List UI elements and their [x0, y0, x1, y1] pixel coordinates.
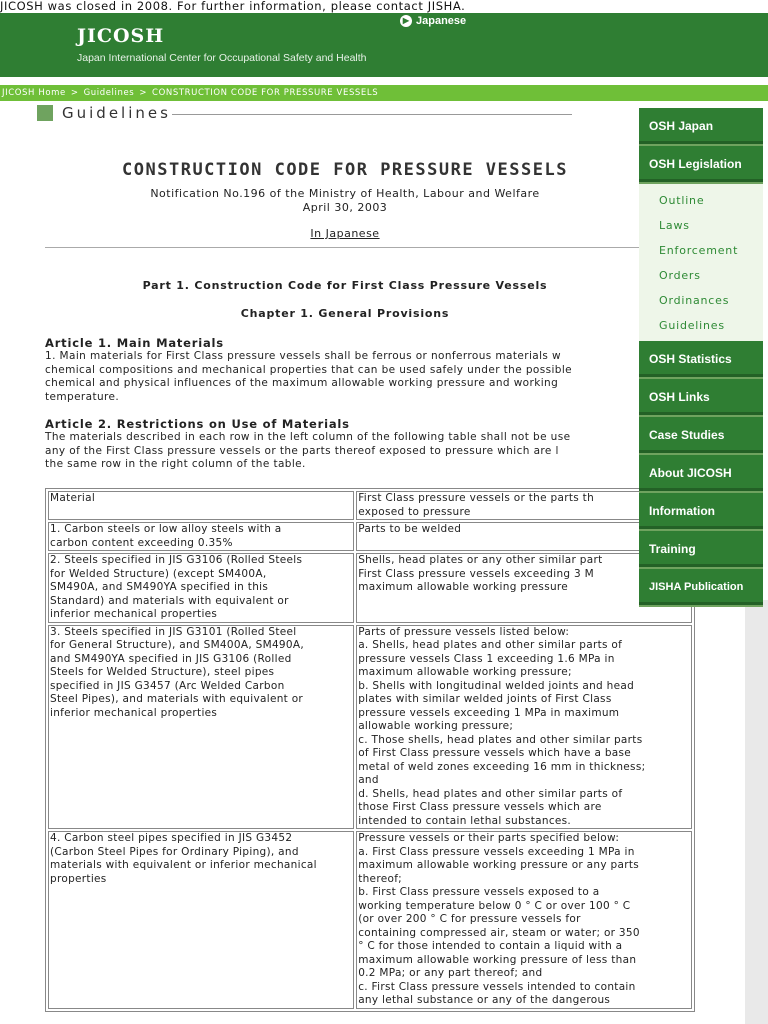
table-header-cell: Material	[48, 491, 354, 520]
sidebar-item-jisha-publication[interactable]: JISHA Publication	[639, 569, 763, 607]
page-title: CONSTRUCTION CODE FOR PRESSURE VESSELS	[122, 160, 568, 180]
chapter-heading: Chapter 1. General Provisions	[240, 307, 450, 320]
table-cell: Pressure vessels or their parts specified below: a. First Class pressure vessels exceeding 1 MPa in maximum allowable working pressure or any parts thereof; b. First Class pressure vessels exposed to a working temperature below 0 ° C or over 100 ° C (or over 200 ° C for pressure vessels for containing compressed air, steam or water; or 350 ° C for those intended to contain a liquid with a maximum allowable working pressure of less than 0.2 MPa; or any part thereof; and c. First Class pressure vessels intended to contain any lethal substance or any of the dangerous	[356, 831, 692, 1009]
site-subtitle: Japan International Center for Occupational Safety and Health	[77, 52, 367, 64]
breadcrumb-guidelines[interactable]: Guidelines	[83, 88, 135, 98]
section-heading	[37, 104, 572, 124]
table-row	[48, 831, 692, 1009]
sidebar-item-osh-legislation[interactable]: OSH Legislation	[639, 146, 763, 184]
sidebar-item-osh-japan[interactable]: OSH Japan	[639, 108, 763, 146]
table-cell: 4. Carbon steel pipes specified in JIS G3452 (Carbon Steel Pipes for Ordinary Piping), and materials with equivalent or inferior mechanical properties	[48, 831, 354, 1009]
sidebar-sublist	[639, 184, 763, 341]
breadcrumb-current: CONSTRUCTION CODE FOR PRESSURE VESSELS	[152, 88, 379, 98]
table-cell: Parts of pressure vessels listed below: a. Shells, head plates and other similar parts of pressure vessels Class 1 exceeding 1.6 MPa in maximum allowable working pressure; b. Shells with longitudinal welded joints and head plates with similar welded joints of First Class pressure vessels exceeding 1 MPa in maximum allowable working pressure; c. Those shells, head plates and other similar parts of First Class pressure vessels which have a base metal of weld zones exceeding 16 mm in thickness; and d. Shells, head plates and other similar parts of those First Class pressure vessels which are intended to contain lethal substances.	[356, 625, 692, 830]
arrow-right-icon: ▶	[400, 15, 412, 27]
table-cell: Shells, head plates or any other similar part First Class pressure vessels exceeding 3 M maximum allowable working pressure	[356, 553, 692, 623]
sidebar-item-training[interactable]: Training	[639, 531, 763, 569]
japanese-language-link[interactable]	[400, 15, 466, 27]
table-header-row	[48, 491, 692, 520]
article-1-body: 1. Main materials for First Class pressure vessels shall be ferrous or nonferrous materials w chemical compositions and mechanical properties that can be used safely under the possible chemical and physical influences of the maximum allowable working pressure and working temperature.	[45, 350, 573, 403]
page-scroll-track[interactable]	[745, 600, 768, 1024]
main-content	[45, 150, 645, 472]
japanese-language-label: Japanese	[416, 15, 467, 27]
in-japanese-link[interactable]: In Japanese	[310, 227, 380, 240]
closure-notice: JICOSH was closed in 2008. For further information, please contact JISHA.	[0, 0, 466, 13]
chevron-right-icon: >	[139, 88, 148, 98]
table-cell: 3. Steels specified in JIS G3101 (Rolled Steel for General Structure), and SM400A, SM490A, and SM490YA specified in JIS G3106 (Rolled Steels for Welded Structure), steel pipes specified in JIS G3457 (Arc Welded Carbon Steel Pipes), and materials with equivalent or inferior mechanical properties	[48, 625, 354, 830]
sidebar-subitem-orders[interactable]: Orders	[659, 269, 701, 282]
sidebar-subitem-outline[interactable]: Outline	[659, 194, 705, 207]
sidebar-subitem-guidelines[interactable]: Guidelines	[659, 319, 725, 332]
article-2-title: Article 2. Restrictions on Use of Materials	[45, 417, 350, 431]
site-header	[0, 13, 768, 77]
table-row	[48, 522, 692, 551]
table-cell: Parts to be welded	[356, 522, 692, 551]
article-1-title: Article 1. Main Materials	[45, 336, 224, 350]
table-cell: 2. Steels specified in JIS G3106 (Rolled Steels for Welded Structure) (except SM400A, SM490A, and SM490YA specified in this Standard) and materials with equivalent or inferior mechanical properties	[48, 553, 354, 623]
square-bullet-icon	[37, 105, 53, 121]
sidebar-item-osh-statistics[interactable]: OSH Statistics	[639, 341, 763, 379]
sidebar-item-about-jicosh[interactable]: About JICOSH	[639, 455, 763, 493]
content-divider	[45, 247, 645, 248]
sidebar-item-case-studies[interactable]: Case Studies	[639, 417, 763, 455]
chevron-right-icon: >	[70, 88, 79, 98]
table-row	[48, 625, 692, 830]
date-line: April 30, 2003	[302, 201, 388, 214]
materials-table	[45, 488, 695, 1012]
table-header-cell: First Class pressure vessels or the parts th exposed to pressure	[356, 491, 692, 520]
article-2-body: The materials described in each row in the left column of the following table shall not be use any of the First Class pressure vessels or the parts thereof exposed to pressure which are l the same row in the right column of the table.	[45, 431, 571, 470]
sidebar-item-osh-links[interactable]: OSH Links	[639, 379, 763, 417]
sidebar-subitem-ordinances[interactable]: Ordinances	[659, 294, 730, 307]
table-cell: 1. Carbon steels or low alloy steels with a carbon content exceeding 0.35%	[48, 522, 354, 551]
sidebar-subitem-enforcement[interactable]: Enforcement	[659, 244, 739, 257]
section-heading-label: Guidelines	[62, 104, 171, 122]
sidebar-item-information[interactable]: Information	[639, 493, 763, 531]
breadcrumb-home[interactable]: JICOSH Home	[2, 88, 66, 98]
site-logo[interactable]: JICOSH	[77, 25, 165, 47]
table-row	[48, 553, 692, 623]
part-heading: Part 1. Construction Code for First Class Pressure Vessels	[142, 279, 548, 292]
sidebar-subitem-laws[interactable]: Laws	[659, 219, 690, 232]
sidebar-nav	[639, 108, 763, 607]
notification-line: Notification No.196 of the Ministry of Health, Labour and Welfare	[150, 187, 540, 200]
breadcrumb	[0, 85, 768, 101]
heading-divider	[172, 114, 572, 115]
